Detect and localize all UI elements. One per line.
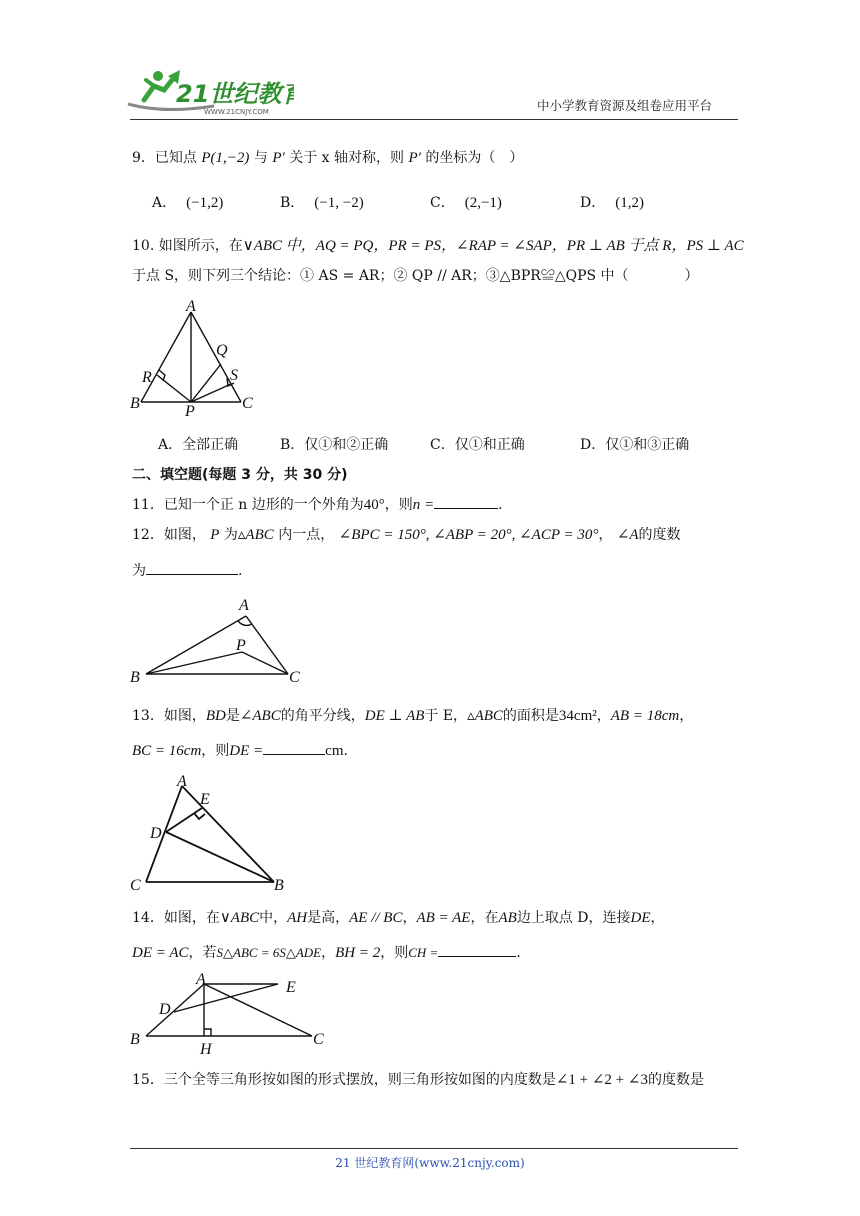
platform-name: 中小学教育资源及组卷应用平台 <box>537 98 713 113</box>
logo-url: WWW.21CNJY.COM <box>204 108 269 116</box>
q15-text: 15．三个全等三角形按如图的形式摆放，则三角形按如图的内度数是 <box>132 1072 556 1088</box>
header-divider <box>130 119 738 120</box>
figure-label: C <box>289 669 300 686</box>
q9-text: 关于 x 轴对称，则 <box>289 150 405 166</box>
q13-unit: cm <box>325 743 344 759</box>
q9-text: 9．已知点 <box>132 150 197 166</box>
q11-text: ，则 <box>384 497 413 513</box>
figure-label: B <box>130 1031 140 1048</box>
logo-text: 21世纪教育 <box>176 80 294 108</box>
q13-math: ∠ABC <box>239 708 281 724</box>
q13-text: 13．如图， <box>132 708 206 724</box>
option-label: A． <box>152 195 177 211</box>
q13-math: DE ⊥ AB <box>364 708 425 724</box>
figure-label: D <box>159 1001 171 1018</box>
q12-text: 为 <box>223 527 238 543</box>
q10-line1 <box>132 236 744 256</box>
option-value: 仅①和②正确 <box>304 437 389 453</box>
q15-stem <box>132 1070 704 1090</box>
q14-math: CH = <box>408 945 439 960</box>
q14-math: DE = AC <box>132 945 189 961</box>
q14-text: 14．如图，在 <box>132 910 220 926</box>
q13-math: AB = 18cm <box>610 708 680 724</box>
q15-math: ∠1 + ∠2 + ∠3 <box>555 1072 648 1088</box>
q13-text: 的面积是 <box>502 708 559 724</box>
q14-math: AB <box>498 910 517 926</box>
q15-text: 的度数是 <box>647 1072 704 1088</box>
figure-label: B <box>130 395 140 412</box>
q12-line1 <box>132 525 681 545</box>
q13-text: 于 E， <box>424 708 468 724</box>
q9-option-b[interactable] <box>280 193 364 213</box>
q9-point: P(1,−2) <box>201 150 250 166</box>
q9-stem <box>132 148 523 168</box>
q14-text: . <box>516 945 521 961</box>
q13-text: 的角平分线， <box>280 708 365 724</box>
q13-math: BD <box>205 708 226 724</box>
q10-option-d[interactable] <box>580 435 689 455</box>
q14-text: ，在 <box>470 910 499 926</box>
figure-label: C <box>130 877 141 894</box>
q12-line2 <box>132 560 242 581</box>
figure-label: E <box>200 791 210 808</box>
figure-label: P <box>185 403 195 420</box>
option-label: D． <box>580 437 606 453</box>
q11-angle: 40° <box>363 497 385 513</box>
q9-p-prime: P′ <box>272 150 285 166</box>
q11-stem <box>132 494 503 515</box>
q10-option-c[interactable] <box>430 435 525 455</box>
q9-option-a[interactable] <box>152 193 223 213</box>
q12-angle: ∠A <box>616 527 639 543</box>
q12-text: 为 <box>132 563 146 579</box>
q13-text: ， <box>679 708 694 724</box>
q12-math: ∠BPC = 150°, ∠ABP = 20°, ∠ACP = 30° <box>338 527 599 543</box>
q14-math: BH = 2 <box>335 945 381 961</box>
q9-p-prime: P′ <box>408 150 421 166</box>
figure-label: A <box>239 597 249 614</box>
figure-label: B <box>274 877 284 894</box>
q9-option-d[interactable] <box>580 193 644 213</box>
q13-text: ， <box>596 708 611 724</box>
q14-math: ∨ABC <box>219 910 260 926</box>
q12-point: P <box>210 527 220 543</box>
q11-text: 11．已知一个正 n 边形的一个外角为 <box>132 497 364 513</box>
site-logo <box>124 66 294 116</box>
figure-label: E <box>286 979 296 996</box>
q9-option-c[interactable] <box>430 193 502 213</box>
option-label: A． <box>158 437 183 453</box>
q10-text: 10. 如图所示，在 <box>132 238 243 254</box>
q9-text: 与 <box>253 150 268 166</box>
q12-text: . <box>238 563 243 579</box>
q14-answer-blank[interactable] <box>438 942 516 957</box>
q12-text: 内一点， <box>278 527 335 543</box>
figure-label: H <box>200 1041 212 1058</box>
q12-triangle: ▵ABC <box>237 527 274 543</box>
option-value: (1,2) <box>615 195 644 211</box>
option-value: 仅①和③正确 <box>605 437 690 453</box>
option-label: B． <box>280 195 305 211</box>
option-value: (−1,2) <box>186 195 224 211</box>
q11-answer-blank[interactable] <box>434 494 498 509</box>
option-label: D． <box>580 195 606 211</box>
q14-math: AH <box>287 910 308 926</box>
q10-math: ∨ABC 中，AQ = PQ，PR = PS，∠RAP = ∠SAP，PR ⊥ AB 于点 R，PS ⊥ AC <box>242 238 744 254</box>
option-label: C． <box>430 195 455 211</box>
section-heading: 二、填空题(每题 3 分，共 30 分) <box>132 467 348 483</box>
option-label: B． <box>280 437 305 453</box>
q14-text: ， <box>650 910 665 926</box>
q14-line2 <box>132 942 521 963</box>
q13-text: 是 <box>225 708 240 724</box>
q13-text: ，则 <box>201 743 230 759</box>
q10-option-a[interactable] <box>158 435 238 455</box>
q11-var: n = <box>412 497 435 513</box>
option-value: 全部正确 <box>182 437 239 453</box>
q10-figure <box>125 298 265 422</box>
q10-line2: 于点 S，则下列三个结论：① AS = AR；② QP // AR；③△BPR≌△QPS 中（ ） <box>132 268 699 284</box>
q12-figure <box>126 592 306 686</box>
q14-text: ，则 <box>380 945 409 961</box>
q14-line1 <box>132 908 665 928</box>
q13-answer-blank[interactable] <box>263 740 325 755</box>
figure-label: S <box>230 367 238 384</box>
q12-text: 12．如图， <box>132 527 206 543</box>
q14-text: 中， <box>259 910 288 926</box>
q14-math: AE // BC <box>349 910 403 926</box>
q13-math: DE = <box>229 743 264 759</box>
q14-text: ， <box>402 910 417 926</box>
figure-label: A <box>196 972 206 988</box>
option-value: 仅①和正确 <box>454 437 525 453</box>
q14-text: 是高， <box>307 910 350 926</box>
q13-math: BC = 16cm <box>132 743 202 759</box>
figure-label: C <box>313 1031 324 1048</box>
q14-math: AB = AE <box>416 910 471 926</box>
figure-label: R <box>142 369 152 386</box>
figure-label: P <box>236 637 246 654</box>
q9-text: 的坐标为（ ） <box>425 150 524 166</box>
q13-math: ▵ABC <box>467 708 503 724</box>
q14-math: DE <box>630 910 651 926</box>
q13-text: . <box>343 743 348 759</box>
q13-math: 34cm² <box>558 708 597 724</box>
q14-text: ，若 <box>188 945 217 961</box>
q14-text: ， <box>321 945 336 961</box>
option-value: (2,−1) <box>464 195 502 211</box>
q12-answer-blank[interactable] <box>146 560 238 575</box>
q12-text: 的度数 <box>638 527 681 543</box>
figure-label: Q <box>216 342 228 359</box>
q13-line1 <box>132 706 693 726</box>
option-label: C． <box>430 437 455 453</box>
footer-divider <box>130 1148 738 1149</box>
figure-label: A <box>177 773 187 790</box>
q10-option-b[interactable] <box>280 435 388 455</box>
figure-label: B <box>130 669 140 686</box>
figure-label: C <box>242 395 253 412</box>
q13-line2 <box>132 740 348 761</box>
q14-text: 边上取点 D，连接 <box>516 910 631 926</box>
q14-figure <box>126 972 336 1058</box>
q11-text: . <box>498 497 503 513</box>
footer-link[interactable]: 21 世纪教育网(www.21cnjy.com) <box>335 1156 525 1170</box>
option-value: (−1, −2) <box>314 195 364 211</box>
figure-label: A <box>186 298 196 315</box>
q14-math: S△ABC = 6S△ADE <box>216 945 322 960</box>
q13-figure <box>126 772 296 894</box>
figure-label: D <box>150 825 162 842</box>
q12-text: ， <box>598 527 613 543</box>
